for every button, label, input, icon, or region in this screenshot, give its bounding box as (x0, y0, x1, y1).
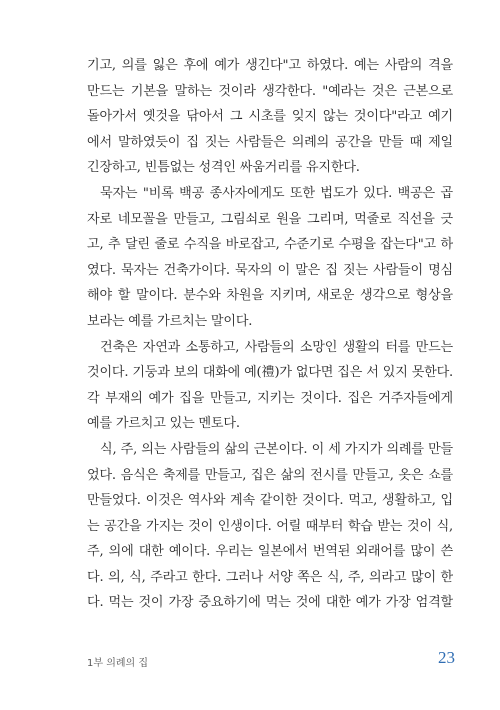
text-line: 에서 말하였듯이 집 짓는 사람들은 의례의 공간을 만들 때 제일 (87, 134, 453, 150)
text-line: 만들었다. 이것은 역사와 계속 같이한 것이다. 먹고, 생활하고, 입 (87, 493, 453, 509)
text-line: 보라는 예를 가르치는 말이다. (87, 313, 253, 329)
text-line: 건축은 자연과 소통하고, 사람들의 소망인 생활의 터를 만드는 (100, 339, 453, 355)
text-line: 돌아가서 옛것을 닦아서 그 시초를 잊지 않는 것이다"라고 예기 (87, 109, 453, 125)
text-line: 것이다. 기둥과 보의 대화에 예(禮)가 없다면 집은 서 있지 못한다. (87, 365, 453, 381)
text-line: 는 공간을 가지는 것이 인생이다. 어릴 때부터 학습 받는 것이 식, (87, 518, 453, 534)
text-line: 주, 의에 대한 예이다. 우리는 일본에서 번역된 외래어를 많이 쓴 (87, 544, 453, 560)
body-text (87, 53, 453, 616)
text-line: 해야 할 말이다. 분수와 차원을 지키며, 새로운 생각으로 형상을 (87, 288, 453, 304)
text-line: 자로 네모꼴을 만들고, 그림쇠로 원을 그리며, 먹줄로 직선을 긋 (87, 211, 453, 227)
text-line: 었다. 음식은 축제를 만들고, 집은 삶의 전시를 만들고, 옷은 쇼를 (87, 467, 453, 483)
text-line: 각 부재의 예가 집을 만들고, 지키는 것이다. 집은 거주자들에게 (87, 390, 453, 406)
text-line: 만드는 기본을 말하는 것이라 생각한다. "예라는 것은 근본으로 (87, 83, 453, 99)
text-line: 긴장하고, 빈틈없는 성격인 싸움거리를 유지한다. (87, 160, 360, 176)
text-line: 였다. 묵자는 건축가이다. 묵자의 이 말은 집 짓는 사람들이 명심 (87, 262, 453, 278)
text-line: 묵자는 "비록 백공 종사자에게도 또한 법도가 있다. 백공은 곱 (100, 185, 453, 201)
text-line: 식, 주, 의는 사람들의 삶의 근본이다. 이 세 가지가 의례를 만들 (100, 441, 453, 457)
text-line: 고, 추 달린 줄로 수직을 바로잡고, 수준기로 수평을 잡는다"고 하 (87, 237, 453, 253)
page-number: 23 (438, 648, 455, 667)
text-line: 다. 의, 식, 주라고 한다. 그러나 서양 쪽은 식, 주, 의라고 많이 한 (87, 569, 453, 585)
text-line: 다. 먹는 것이 가장 중요하기에 먹는 것에 대한 예가 가장 엄격할 (87, 595, 453, 611)
text-line: 기고, 의를 잃은 후에 예가 생긴다"고 하였다. 예는 사람의 격을 (87, 58, 453, 73)
running-footer-section: 1부 의례의 집 (87, 658, 149, 669)
text-line: 예를 가르치고 있는 멘토다. (87, 416, 240, 432)
